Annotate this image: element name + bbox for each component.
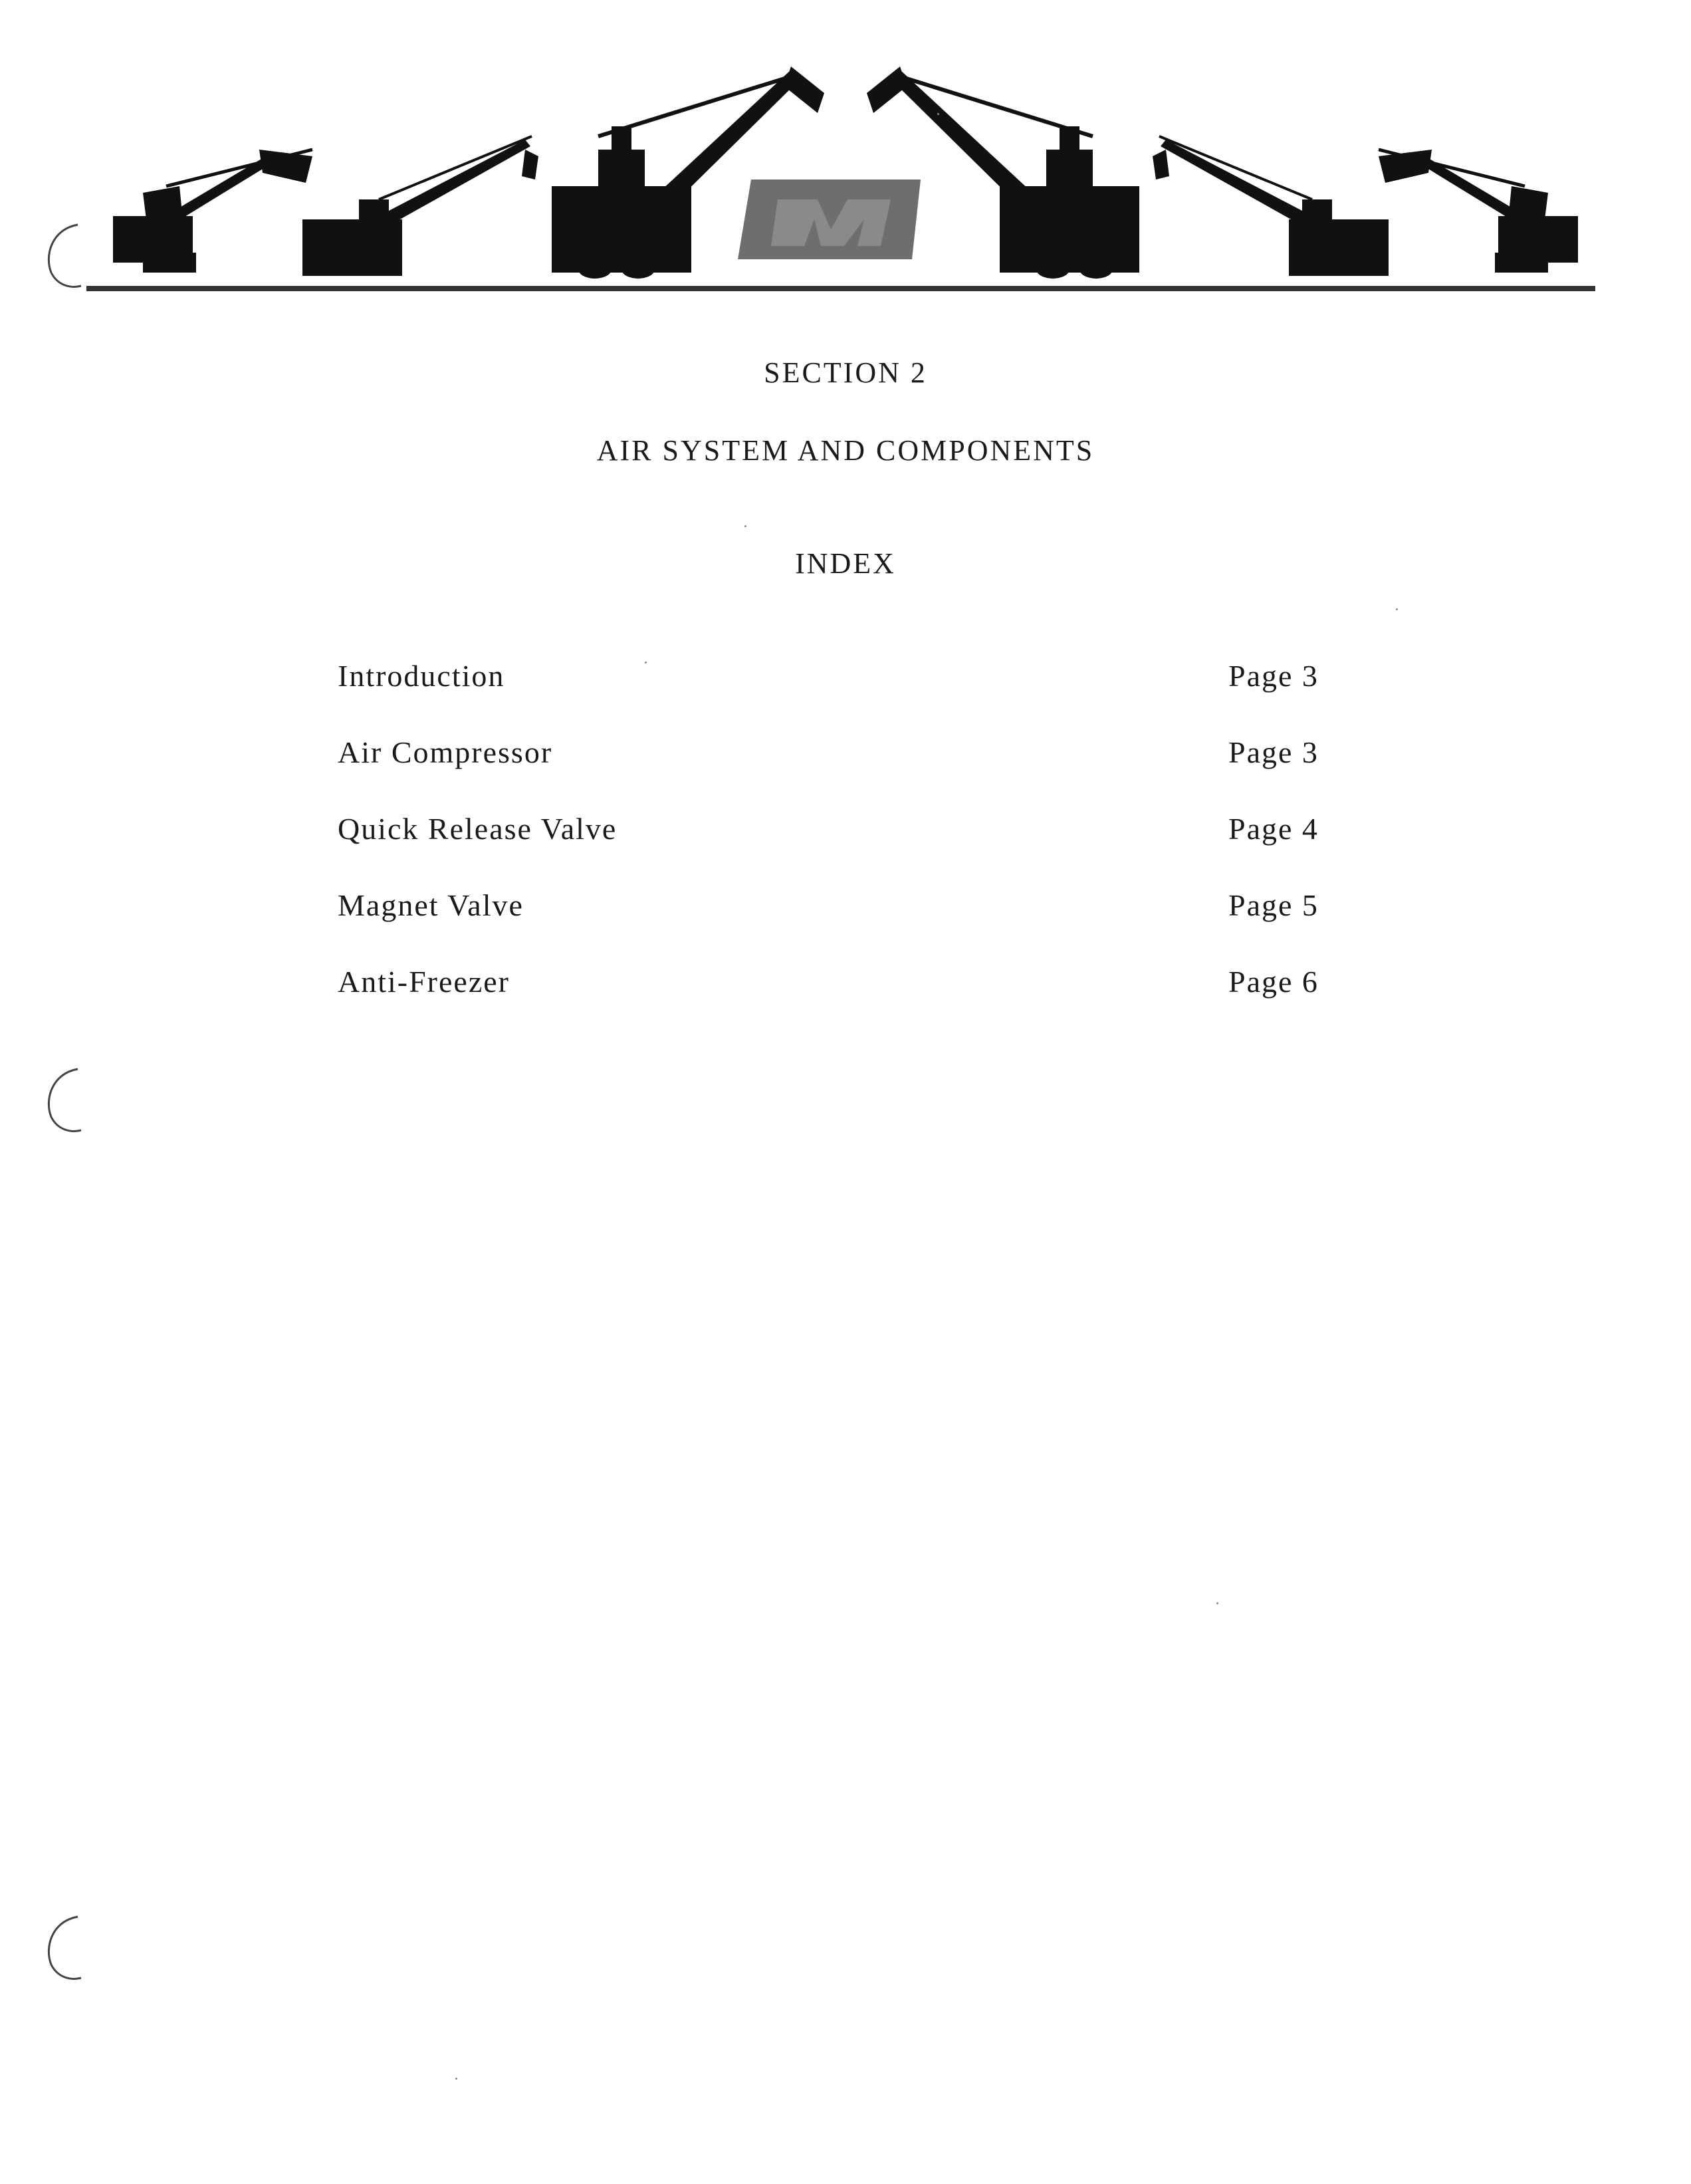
index-topic: Magnet Valve: [338, 888, 524, 922]
index-topic: Anti-Freezer: [338, 965, 510, 999]
index-page-ref: Page 4: [1228, 812, 1319, 846]
index-page-ref: Page 6: [1228, 965, 1319, 999]
punch-hole-middle: [41, 1064, 88, 1137]
scan-speck: [1216, 1602, 1218, 1604]
company-logo-icon: [738, 180, 921, 259]
index-page-ref: Page 3: [1228, 659, 1319, 693]
index-list: [338, 658, 1348, 1040]
scan-speck: [1396, 608, 1398, 610]
punch-hole-bottom: [41, 1911, 88, 1985]
index-topic: Quick Release Valve: [338, 812, 618, 846]
excavator-banner-icon: [0, 0, 1691, 306]
index-topic: Air Compressor: [338, 735, 553, 769]
index-entry: [338, 811, 1348, 888]
section-title: SECTION 2: [764, 356, 927, 389]
section-subtitle: AIR SYSTEM AND COMPONENTS: [596, 434, 1095, 467]
index-page-ref: Page 5: [1228, 888, 1319, 922]
scan-speck: [455, 2078, 457, 2080]
index-entry: [338, 888, 1348, 964]
index-entry: [338, 658, 1348, 735]
index-heading: INDEX: [795, 547, 896, 580]
header-banner: [0, 0, 1691, 306]
punch-hole-top: [41, 219, 88, 293]
scan-speck: [937, 113, 939, 115]
scan-speck: [645, 662, 647, 664]
index-topic: Introduction: [338, 659, 505, 693]
index-entry: [338, 964, 1348, 1040]
index-entry: [338, 735, 1348, 811]
index-page-ref: Page 3: [1228, 735, 1319, 769]
scan-speck: [744, 525, 746, 527]
